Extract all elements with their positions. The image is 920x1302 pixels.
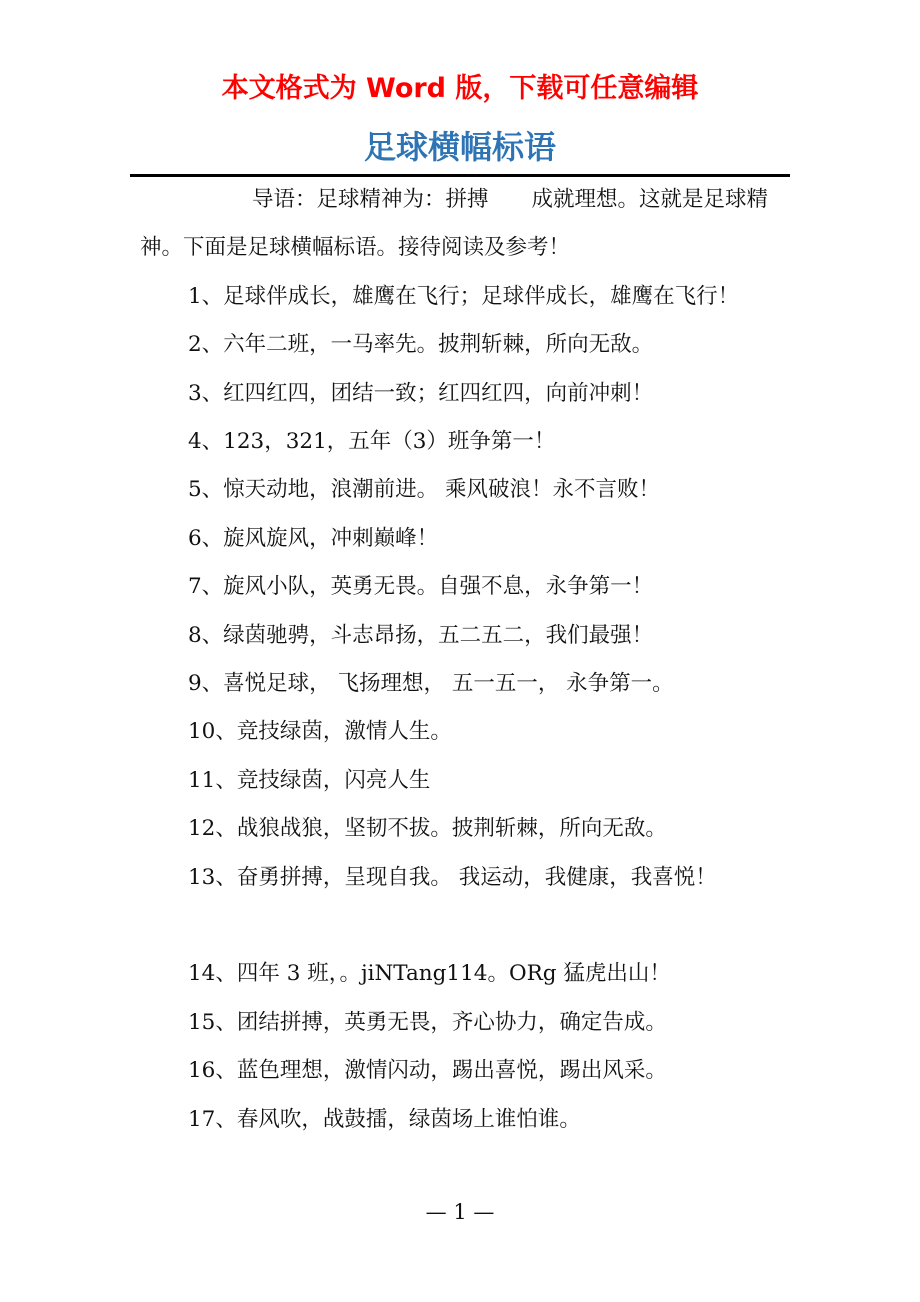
- document-body: [140, 176, 788, 1144]
- document-title: 足球横幅标语: [363, 128, 556, 166]
- slogan-item: 1、足球伴成长，雄鹰在飞行；足球伴成长，雄鹰在飞行！: [188, 283, 740, 309]
- slogan-item: 13、奋勇拼搏，呈现自我。 我运动，我健康，我喜悦！: [188, 864, 717, 890]
- slogan-item: 16、蓝色理想，激情闪动，踢出喜悦，踢出风采。: [188, 1058, 667, 1084]
- slogan-item: 12、战狼战狼，坚韧不拔。披荆斩棘，所向无敌。: [188, 816, 667, 842]
- page-number: — 1 —: [425, 1200, 495, 1224]
- slogan-item: 14、四年 3 班，。jiNTang114。ORg 猛虎出山！: [188, 961, 671, 987]
- intro-paragraph: 导语：足球精神为：拼搏 成就理想。这就是足球精神。下面是足球横幅标语。接待阅读及参考！: [140, 187, 769, 261]
- slogan-item: 4、123，321，五年（3）班争第一！: [188, 429, 556, 455]
- slogan-item: 7、旋风小队，英勇无畏。自强不息，永争第一！: [188, 574, 654, 600]
- slogan-item: 8、绿茵驰骋，斗志昂扬，五二五二，我们最强！: [188, 622, 654, 648]
- slogan-item: 11、竞技绿茵，闪亮人生: [188, 767, 431, 793]
- slogan-item: 3、红四红四，团结一致；红四红四，向前冲刺！: [188, 380, 654, 406]
- slogan-item: 6、旋风旋风，冲刺巅峰！: [188, 525, 439, 551]
- slogan-item: 2、六年二班，一马率先。披荆斩棘，所向无敌。: [188, 332, 654, 358]
- slogan-item: 15、团结拼搏，英勇无畏，齐心协力，确定告成。: [188, 1009, 667, 1035]
- format-notice: 本文格式为 Word 版，下载可任意编辑: [221, 73, 699, 104]
- blank-line: [140, 902, 788, 950]
- slogan-item: 17、春风吹，战鼓擂，绿茵场上谁怕谁。: [188, 1106, 581, 1132]
- slogan-item: 9、喜悦足球， 飞扬理想， 五一五一， 永争第一。: [188, 671, 674, 697]
- slogan-item: 10、竞技绿茵，激情人生。: [188, 719, 452, 745]
- slogan-item: 5、惊天动地，浪潮前进。 乘风破浪！永不言败！: [188, 477, 661, 503]
